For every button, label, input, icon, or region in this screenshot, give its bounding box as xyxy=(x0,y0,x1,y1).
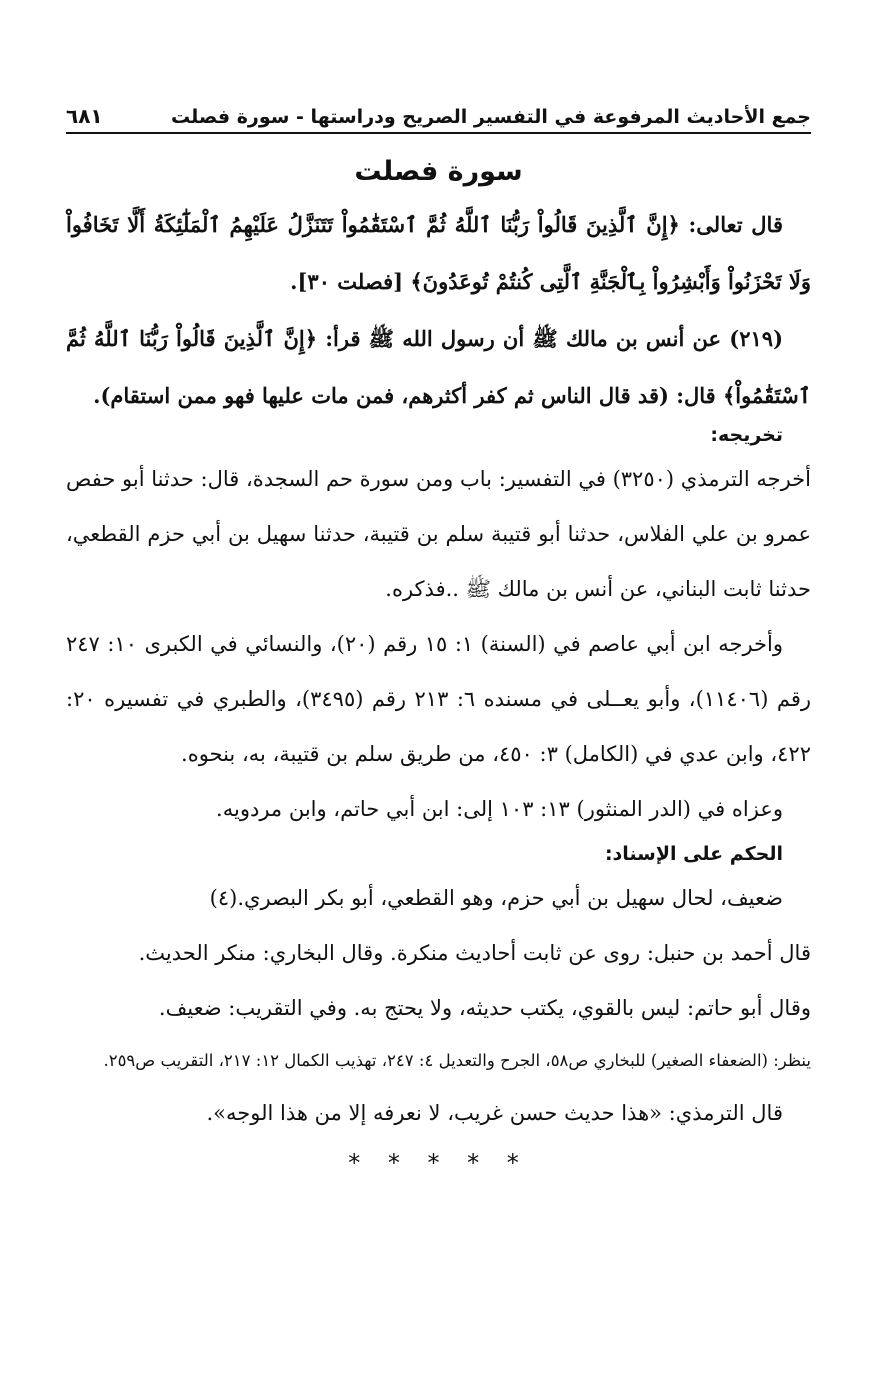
running-title: جمع الأحاديث المرفوعة في التفسير الصريح ودراستها - سورة فصلت xyxy=(171,106,811,128)
book-page xyxy=(66,100,811,1177)
quran-verse: قال تعالى: ﴿إِنَّ ٱلَّذِينَ قَالُواْ رَبُّنَا ٱللَّهُ ثُمَّ ٱسْتَقَٰمُواْ تَتَنَزَّلُ عَلَيْهِمُ ٱلْمَلَٰٓئِكَةُ أَلَّا تَخَافُواْ وَلَا تَحْزَنُواْ وَأَبْشِرُواْ بِٱلْجَنَّةِ ٱلَّتِى كُنتُمْ تُوعَدُونَ﴾ [فصلت ٣٠]. xyxy=(66,212,811,294)
hukm-paragraph: قال أحمد بن حنبل: روى عن ثابت أحاديث منكرة. وقال البخاري: منكر الحديث. xyxy=(138,941,811,965)
takhrij-heading: تخريجه: xyxy=(710,424,783,446)
hukm-paragraph: وقال أبو حاتم: ليس بالقوي، يكتب حديثه، ولا يحتج به. وفي التقريب: ضعيف. xyxy=(158,996,811,1020)
hadith-text: (٢١٩) عن أنس بن مالك ﷺ أن رسول الله ﷺ قرأ: ﴿إِنَّ ٱلَّذِينَ قَالُواْ رَبُّنَا ٱللَّهُ ثُمَّ ٱسْتَقَٰمُواْ﴾ قال: (قد قال الناس ثم كفر أكثرهم، فمن مات عليها فهو ممن استقام). xyxy=(66,326,811,408)
tirmidhi-ruling: قال الترمذي: «هذا حديث حسن غريب، لا نعرفه إلا من هذا الوجه». xyxy=(206,1101,783,1125)
surah-title: سورة فصلت xyxy=(354,156,523,187)
page-number: ٦٨١ xyxy=(66,104,103,128)
section-separator: * * * * * xyxy=(348,1149,529,1177)
running-header xyxy=(66,100,811,134)
hukm-paragraph: ضعيف، لحال سهيل بن أبي حزم، وهو القطعي، أبو بكر البصري.(٤) xyxy=(209,886,783,910)
hukm-heading: الحكم على الإسناد: xyxy=(604,843,783,865)
takhrij-paragraph: أخرجه الترمذي (٣٢٥٠) في التفسير: باب ومن سورة حم السجدة، قال: حدثنا أبو حفص عمرو بن علي الفلاس، حدثنا أبو قتيبة سلم بن قتيبة، حدثنا سهيل بن أبي حزم القطعي، حدثنا ثابت البناني، عن أنس بن مالك ﷺ ..فذكره. xyxy=(66,467,811,601)
footnote-text: ينظر: (الضعفاء الصغير) للبخاري ص٥٨، الجرح والتعديل ٤: ٢٤٧، تهذيب الكمال ١٢: ٢١٧، التقريب ص٢٥٩. xyxy=(103,1051,811,1070)
takhrij-paragraph: وأخرجه ابن أبي عاصم في (السنة) ١: ١٥ رقم (٢٠)، والنسائي في الكبرى ١٠: ٢٤٧ رقم (١١٤٠٦)، وأبو يعــلى في مسنده ٦: ٢١٣ رقم (٣٤٩٥)، والطبري في تفسيره ٢٠: ٤٢٢، وابن عدي في (الكامل) ٣: ٤٥٠، من طريق سلم بن قتيبة، به، بنحوه. xyxy=(66,632,811,766)
takhrij-paragraph: وعزاه في (الدر المنثور) ١٣: ١٠٣ إلى: ابن أبي حاتم، وابن مردويه. xyxy=(216,797,783,821)
verse-block xyxy=(66,196,811,310)
